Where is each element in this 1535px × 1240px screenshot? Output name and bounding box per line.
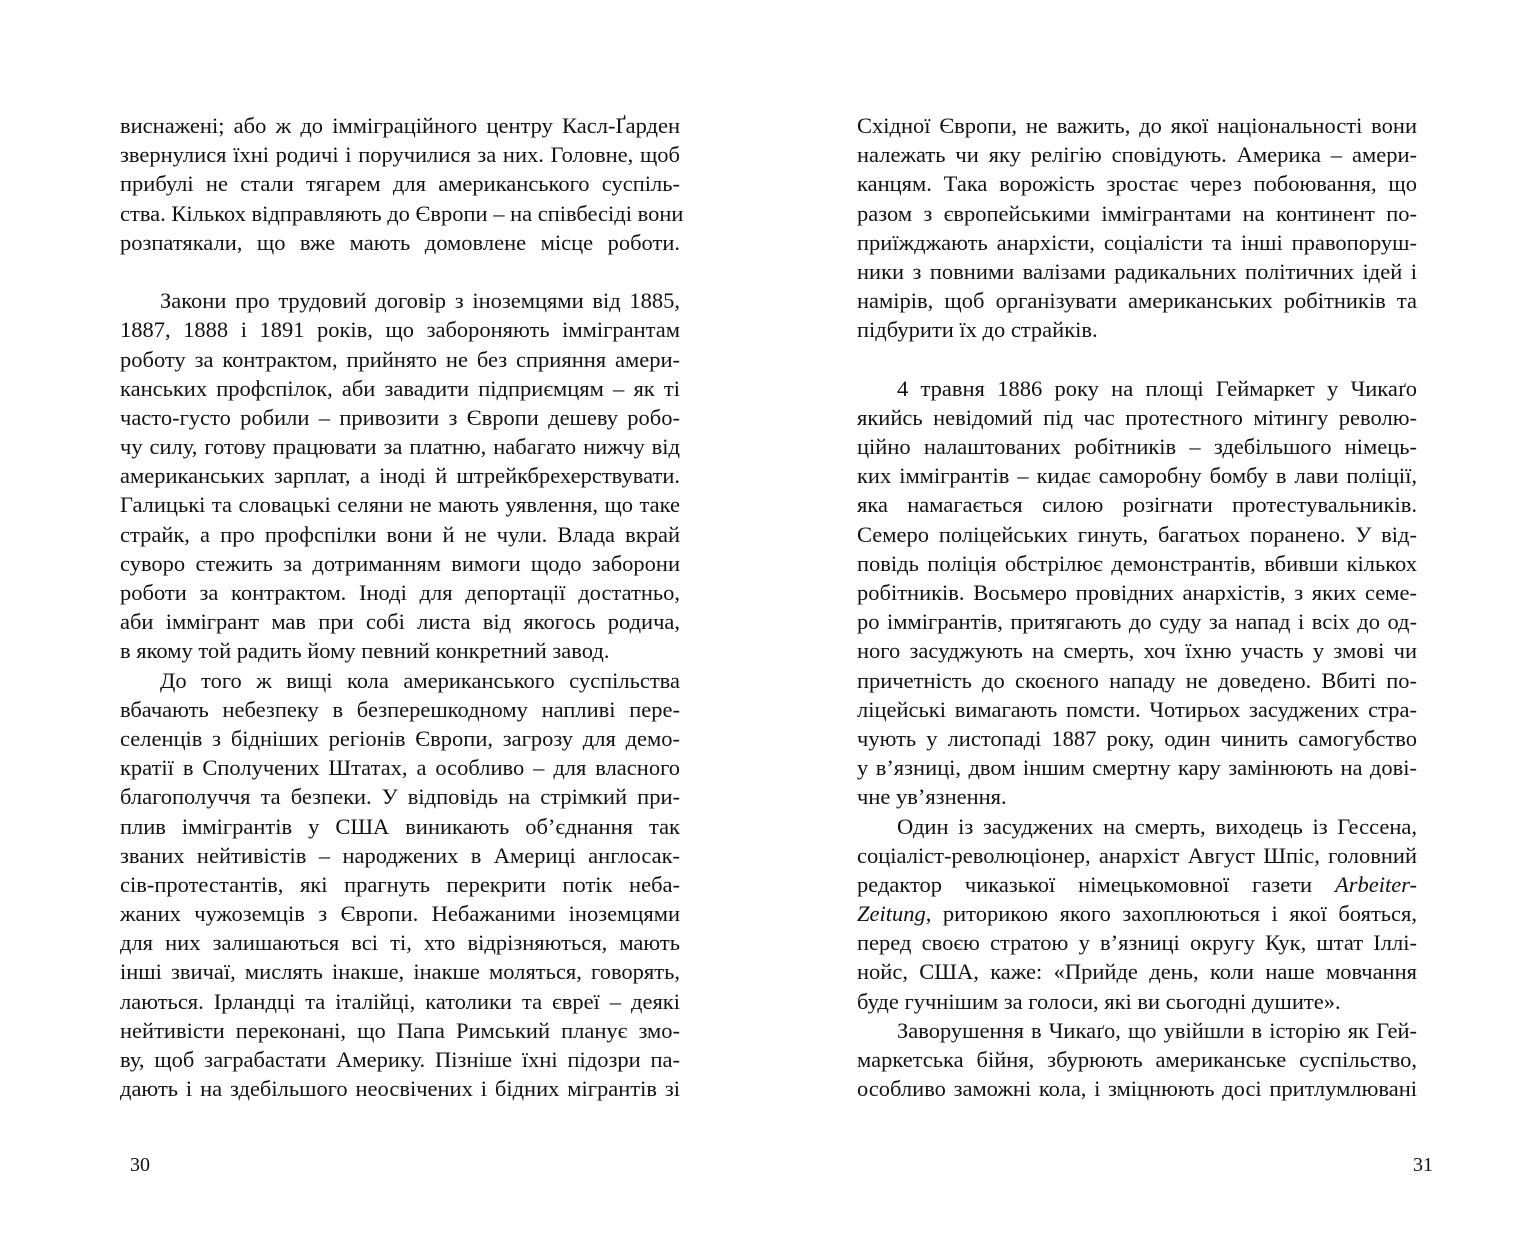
text-line: прибулі не стали тягарем для американського суспіль-	[120, 171, 680, 197]
text-line: аби іммігрант мав при собі листа від якогось родича,	[120, 609, 680, 635]
text-line: Семеро поліцейських гинуть, багатьох поранено. У від-	[857, 521, 1417, 547]
text-line: буде гучнішим за голоси, які ви сьогодні душите».	[857, 988, 1341, 1014]
text-line: причетність до скоєного нападу не доведено. Вбиті по-	[857, 667, 1417, 693]
text-line: ліцейські вимагають помсти. Чотирьох засуджених стра-	[857, 696, 1417, 722]
text-line: Закони про трудовий договір з іноземцями від 1885,	[160, 288, 680, 314]
text-line: жаних чужоземців з Європи. Небажаними іноземцями	[120, 901, 680, 927]
text-line: робітників. Восьмеро провідних анархістів, з яких семе-	[857, 580, 1417, 605]
text-line: намірів, щоб організувати американських робітників та	[857, 288, 1417, 314]
text-line: повідь поліція обстрілює демонстрантів, вбивши кількох	[857, 550, 1417, 576]
text-line: страйк, а про профспілки вони й не чули. Влада вкрай	[120, 521, 680, 547]
text-line: кратії в Сполучених Штатах, а особливо – для власного	[120, 755, 680, 781]
paragraph-gap	[857, 345, 1417, 374]
text-line: лаються. Ірландці та італійці, католики та євреї – деякі	[120, 988, 680, 1014]
text-line: нойс, США, каже: «Прийде день, коли наше мовчання	[857, 959, 1417, 985]
text-line: особливо заможні кола, і зміцнюють досі притлумлювані	[857, 1076, 1417, 1102]
text-line: ких іммігрантів – кидає саморобну бомбу в лави поліції,	[857, 463, 1417, 489]
text-line: До того ж вищі кола американського суспільства	[160, 667, 680, 693]
text-line: ро іммігрантів, притягають до суду за напад і всіх до од-	[857, 609, 1417, 635]
text-line: роботи за контрактом. Іноді для депортації достатньо,	[120, 580, 680, 605]
text-line: яка намагається силою розігнати протестувальників.	[857, 492, 1417, 518]
text-line: розпатякали, що вже мають домовлене місце роботи.	[120, 229, 680, 255]
text-line: чу силу, готову працювати за платню, набагато нижчу від	[120, 434, 680, 460]
text-line: селенців з бідніших регіонів Європи, загрозу для демо-	[120, 725, 680, 751]
right-page	[767, 0, 1535, 1240]
page-number: 30	[130, 1154, 150, 1176]
text-line: благополуччя та безпеки. У відповідь на стрімкий при-	[120, 784, 680, 810]
newspaper-title: Arbeiter-	[1334, 871, 1417, 897]
text-line: ційно налаштованих робітників – здебільшого німець-	[857, 434, 1417, 460]
page-number: 31	[1413, 1154, 1433, 1176]
text-line: канських профспілок, аби завадити підприємцям – як ті	[120, 375, 680, 401]
right-page-text	[857, 111, 1417, 1103]
text-line: званих нейтивістів – народжених в Америці англосак-	[120, 842, 680, 868]
text-line: Східної Європи, не важить, до якої національності вони	[857, 113, 1417, 138]
text-line: ства. Кількох відправляють до Європи – на співбесіді вони	[120, 200, 684, 226]
text-line: ного засуджують на смерть, хоч їхню участь у змові чи	[857, 638, 1417, 664]
text-line: Заворушення в Чикаґо, що увійшли в історію як Гей-	[897, 1017, 1417, 1043]
left-page-text	[120, 111, 684, 1103]
text-line: для них залишаються всі ті, хто відрізняються, мають	[120, 930, 680, 956]
text-line	[857, 899, 1417, 928]
text-line: маркетська бійня, збурюють американське суспільство,	[857, 1047, 1417, 1072]
text-line: суворо стежить за дотриманням вимоги щодо заборони	[120, 550, 680, 576]
paragraph-gap	[120, 257, 680, 286]
text-line: інші звичаї, мислять інакше, інакше моляться, говорять,	[120, 959, 680, 985]
text-line: належать чи яку релігію сповідують. Америка – амери-	[857, 142, 1417, 168]
text-line	[857, 870, 1417, 899]
text-line: американських зарплат, а іноді й штрейкбрехерствувати.	[120, 463, 680, 489]
text-line: підбурити їх до страйків.	[857, 317, 1098, 343]
text-line: нейтивісти переконані, що Папа Римський планує змо-	[120, 1017, 680, 1043]
text-line: сів-протестантів, які прагнуть перекрити потік неба-	[120, 871, 680, 897]
text-line: перед своєю стратою у в’язниці округу Кук, штат Іллі-	[857, 930, 1417, 956]
left-page	[0, 0, 767, 1240]
text-line: ники з повними валізами радикальних політичних ідей і	[857, 258, 1417, 284]
text-line: 1887, 1888 і 1891 років, що забороняють іммігрантам	[120, 317, 680, 343]
text-line: чують у листопаді 1887 року, один чинить самогубство	[857, 725, 1417, 751]
text-line: звернулися їхні родичі і поручилися за них. Головне, щоб	[120, 142, 680, 168]
text-line: у в’язниці, двом іншим смертну кару замінюють на дові-	[857, 755, 1417, 781]
text-line: в якому той радить йому певний конкретний завод.	[120, 638, 610, 664]
text-line: 4 травня 1886 року на площі Геймаркет у Чикаґо	[897, 375, 1417, 401]
text-line: вбачають небезпеку в безперешкодному напливі пере-	[120, 696, 680, 722]
text-line: приїжджають анархісти, соціалісти та інші правопоруш-	[857, 229, 1417, 255]
text-line: разом з європейськими іммігрантами на континент по-	[857, 200, 1417, 226]
text-line: Один із засуджених на смерть, виходець із Гессена,	[897, 813, 1417, 839]
text-line: якийсь невідомий під час протестного мітингу револю-	[857, 404, 1417, 430]
text-line: виснажені; або ж до імміграційного центру Касл-Ґарден	[120, 113, 680, 138]
text-line: соціаліст-революціонер, анархіст Август Шпіс, головний	[857, 842, 1417, 868]
text-line: Галицькі та словацькі селяни не мають уявлення, що таке	[120, 492, 680, 518]
text-line: канцям. Така ворожість зростає через побоювання, що	[857, 171, 1417, 197]
text-line: дають і на здебільшого неосвічених і бідних мігрантів зі	[120, 1076, 680, 1102]
newspaper-title: Zeitung	[857, 901, 926, 927]
text-line: ву, щоб заграбастати Америку. Пізніше їхні підозри па-	[120, 1047, 680, 1072]
text-fragment: , риторикою якого захоплюються і якої бояться,	[925, 901, 1417, 927]
text-line: роботу за контрактом, прийнято не без сприяння амери-	[120, 346, 680, 372]
text-line: часто-густо робили – привозити з Європи дешеву робо-	[120, 404, 680, 430]
text-line: чне ув’язнення.	[857, 784, 1007, 810]
text-fragment: редактор чиказької німецькомовної газети	[857, 871, 1313, 897]
text-line: плив іммігрантів у США виникають об’єднання так	[120, 813, 680, 839]
